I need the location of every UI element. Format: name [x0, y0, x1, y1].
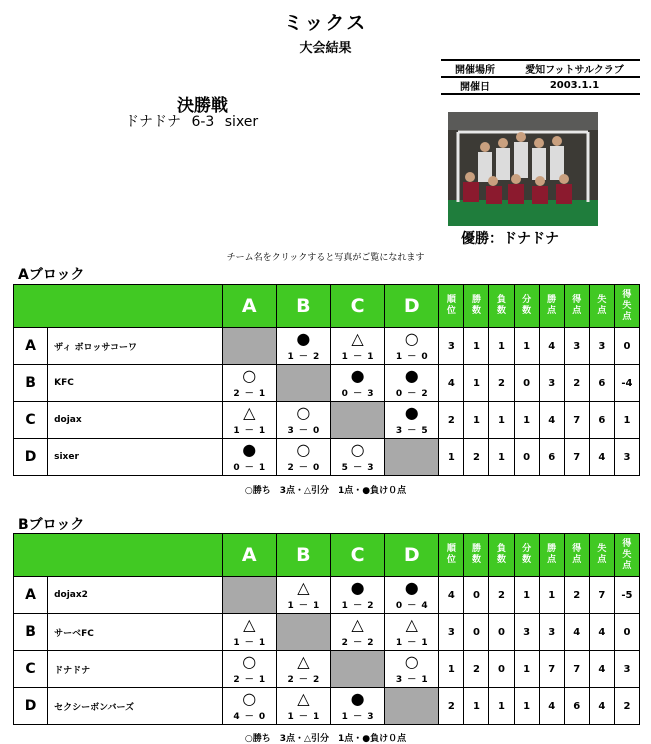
stat-value: 2	[489, 577, 514, 614]
stat-header-goal-diff: 得 失 点	[614, 285, 639, 328]
match-score: 1 － 1	[287, 601, 320, 611]
stat-header-wins: 勝 数	[464, 534, 489, 577]
stat-value: 4	[539, 402, 564, 439]
stat-value: 1	[489, 688, 514, 725]
match-result-icon: ○	[242, 689, 257, 708]
stat-value: 6	[539, 439, 564, 476]
match-cell	[385, 577, 439, 614]
stat-value: 0	[489, 614, 514, 651]
col-header-a: A	[222, 285, 276, 328]
stat-value: -4	[614, 365, 639, 402]
page-subtitle: 大会結果	[299, 41, 352, 56]
self-match-cell	[330, 402, 384, 439]
self-match-cell	[330, 651, 384, 688]
stat-value: 3	[539, 614, 564, 651]
final-heading: 決勝戦	[177, 96, 228, 116]
team-name-link[interactable]: dojax	[48, 402, 223, 439]
stat-value: 2	[614, 688, 639, 725]
stat-value: 7	[564, 651, 589, 688]
header-blank	[14, 534, 223, 577]
stat-value: 2	[464, 439, 489, 476]
block-b-title: Bブロック	[18, 517, 85, 533]
col-header-c: C	[330, 534, 384, 577]
self-match-cell	[222, 577, 276, 614]
stat-value: 1	[464, 365, 489, 402]
stat-value: 2	[564, 365, 589, 402]
match-score: 5 － 3	[341, 463, 374, 473]
block-b-legend: ○勝ち 3点・△引分 1点・●負け０点	[244, 734, 407, 744]
stat-value: 0	[489, 651, 514, 688]
self-match-cell	[385, 439, 439, 476]
stat-header-rank: 順 位	[439, 285, 464, 328]
stat-value: 4	[589, 439, 614, 476]
stat-value: 3	[514, 614, 539, 651]
stat-value: 1	[614, 402, 639, 439]
header-blank	[14, 285, 223, 328]
team-letter: D	[14, 688, 48, 725]
match-result-icon: ○	[296, 440, 311, 459]
match-result-icon: ●	[404, 403, 419, 422]
stat-value: 6	[564, 688, 589, 725]
self-match-cell	[276, 614, 330, 651]
stat-header-goals-for: 得 点	[564, 534, 589, 577]
stat-value: 1	[489, 328, 514, 365]
date-value: 2003.1.1	[509, 77, 640, 94]
date-label: 開催日	[441, 77, 509, 94]
team-name-link[interactable]: ザィ ボロッサコーワ	[48, 328, 223, 365]
stat-value: 1	[464, 328, 489, 365]
stat-value: 1	[439, 651, 464, 688]
stat-value: 1	[514, 402, 539, 439]
match-cell	[222, 614, 276, 651]
team-name-link[interactable]: sixer	[48, 439, 223, 476]
match-score: 0 － 3	[341, 389, 374, 399]
team-letter: A	[14, 328, 48, 365]
block-a-table	[13, 284, 640, 476]
stat-value: 3	[564, 328, 589, 365]
match-score: 0 － 2	[395, 389, 428, 399]
col-header-b: B	[276, 534, 330, 577]
match-result-icon: ●	[404, 578, 419, 597]
match-cell	[330, 328, 384, 365]
match-score: 1 － 1	[233, 426, 266, 436]
match-score: 1 － 2	[341, 601, 374, 611]
stat-value: 3	[539, 365, 564, 402]
block-a-title: Aブロック	[18, 267, 85, 283]
champion-caption: 優勝：ドナドナ	[461, 231, 559, 247]
stat-value: 1	[514, 651, 539, 688]
match-result-icon: ○	[242, 366, 257, 385]
team-name-link[interactable]: dojax2	[48, 577, 223, 614]
team-name-link[interactable]: KFC	[48, 365, 223, 402]
block-a-rows	[14, 328, 640, 476]
stat-value: 4	[539, 688, 564, 725]
team-letter: D	[14, 439, 48, 476]
stat-value: 2	[439, 688, 464, 725]
stat-header-draws: 分 数	[514, 534, 539, 577]
venue-value: 愛知フットサルクラブ	[509, 60, 640, 77]
match-result-icon: △	[297, 652, 310, 671]
stat-value: 1	[539, 577, 564, 614]
team-letter: A	[14, 577, 48, 614]
match-score: 0 － 1	[233, 463, 266, 473]
match-score: 1 － 2	[287, 352, 320, 362]
stat-value: -5	[614, 577, 639, 614]
stat-value: 2	[464, 651, 489, 688]
table-row	[14, 688, 640, 725]
stat-header-losses: 負 数	[489, 534, 514, 577]
match-result-icon: ●	[350, 689, 365, 708]
team-name-link[interactable]: ドナドナ	[48, 651, 223, 688]
match-result-icon: ●	[242, 440, 257, 459]
match-result-icon: △	[297, 689, 310, 708]
stat-value: 1	[439, 439, 464, 476]
col-header-d: D	[385, 534, 439, 577]
team-letter: B	[14, 614, 48, 651]
team-letter: C	[14, 402, 48, 439]
match-cell	[330, 439, 384, 476]
match-result-icon: ●	[404, 366, 419, 385]
stat-value: 0	[614, 614, 639, 651]
stat-value: 4	[589, 688, 614, 725]
match-result-icon: ○	[404, 329, 419, 348]
match-score: 1 － 0	[395, 352, 428, 362]
stat-value: 1	[514, 577, 539, 614]
match-cell	[276, 402, 330, 439]
col-header-d: D	[385, 285, 439, 328]
match-result-icon: ●	[296, 329, 311, 348]
stat-value: 3	[439, 614, 464, 651]
stat-value: 4	[439, 365, 464, 402]
table-row	[14, 651, 640, 688]
match-cell	[276, 328, 330, 365]
match-cell	[385, 328, 439, 365]
block-b-rows	[14, 577, 640, 725]
match-score: 3 － 1	[395, 675, 428, 685]
stat-value: 4	[564, 614, 589, 651]
match-result-icon: △	[405, 615, 418, 634]
event-info-table	[441, 59, 640, 95]
match-score: 2 － 1	[233, 389, 266, 399]
match-cell	[330, 614, 384, 651]
table-row	[14, 439, 640, 476]
match-result-icon: ○	[296, 403, 311, 422]
match-score: 2 － 2	[341, 638, 374, 648]
stat-value: 3	[614, 651, 639, 688]
match-cell	[330, 688, 384, 725]
match-cell	[222, 651, 276, 688]
match-score: 1 － 1	[341, 352, 374, 362]
stat-value: 1	[514, 688, 539, 725]
col-header-c: C	[330, 285, 384, 328]
stat-header-losses: 負 数	[489, 285, 514, 328]
col-header-a: A	[222, 534, 276, 577]
match-score: 2 － 1	[233, 675, 266, 685]
stat-value: 1	[489, 439, 514, 476]
stat-header-goals-against: 失 点	[589, 534, 614, 577]
match-score: 1 － 1	[233, 638, 266, 648]
stat-value: 7	[539, 651, 564, 688]
stat-header-goals-for: 得 点	[564, 285, 589, 328]
match-score: 0 － 4	[395, 601, 428, 611]
match-cell	[222, 439, 276, 476]
match-result-icon: △	[297, 578, 310, 597]
match-cell	[276, 651, 330, 688]
stat-value: 1	[464, 402, 489, 439]
team-name-link[interactable]: セクシーボンバーズ	[48, 688, 223, 725]
stat-value: 4	[539, 328, 564, 365]
match-cell	[222, 402, 276, 439]
match-result-icon: △	[351, 615, 364, 634]
team-letter: B	[14, 365, 48, 402]
match-cell	[385, 651, 439, 688]
match-score: 1 － 1	[395, 638, 428, 648]
stat-value: 1	[489, 402, 514, 439]
match-result-icon: ○	[404, 652, 419, 671]
match-cell	[330, 577, 384, 614]
self-match-cell	[276, 365, 330, 402]
match-cell	[276, 688, 330, 725]
match-score: 1 － 3	[341, 712, 374, 722]
stat-value: 7	[564, 439, 589, 476]
stat-header-rank: 順 位	[439, 534, 464, 577]
stat-value: 3	[614, 439, 639, 476]
stat-value: 2	[439, 402, 464, 439]
match-cell	[385, 614, 439, 651]
self-match-cell	[222, 328, 276, 365]
match-result-icon: ●	[350, 366, 365, 385]
block-b-table	[13, 533, 640, 725]
match-result-icon: △	[243, 403, 256, 422]
match-result-icon: △	[351, 329, 364, 348]
final-result: ドナドナ 6-3 sixer	[125, 114, 259, 130]
stat-value: 0	[514, 365, 539, 402]
match-result-icon: ●	[350, 578, 365, 597]
photo-note: チーム名をクリックすると写真がご覧になれます	[226, 253, 425, 263]
match-score: 2 － 0	[287, 463, 320, 473]
match-cell	[222, 688, 276, 725]
table-row	[14, 328, 640, 365]
stat-header-draws: 分 数	[514, 285, 539, 328]
stat-value: 2	[489, 365, 514, 402]
champion-team-photo	[448, 112, 598, 226]
stat-value: 3	[439, 328, 464, 365]
match-result-icon: ○	[242, 652, 257, 671]
match-result-icon: ○	[350, 440, 365, 459]
stat-value: 0	[514, 439, 539, 476]
match-cell	[276, 439, 330, 476]
team-letter: C	[14, 651, 48, 688]
table-header-row	[14, 285, 640, 328]
stat-value: 0	[464, 577, 489, 614]
match-score: 3 － 0	[287, 426, 320, 436]
page-title: ミックス	[283, 12, 368, 34]
match-score: 3 － 5	[395, 426, 428, 436]
stat-header-goal-diff: 得 失 点	[614, 534, 639, 577]
stat-value: 0	[614, 328, 639, 365]
table-row	[14, 402, 640, 439]
stat-value: 2	[564, 577, 589, 614]
match-cell	[222, 365, 276, 402]
match-score: 2 － 2	[287, 675, 320, 685]
stat-header-points: 勝 点	[539, 285, 564, 328]
venue-label: 開催場所	[441, 60, 509, 77]
stat-value: 4	[589, 651, 614, 688]
stat-value: 3	[589, 328, 614, 365]
col-header-b: B	[276, 285, 330, 328]
stat-value: 7	[589, 577, 614, 614]
self-match-cell	[385, 688, 439, 725]
match-score: 4 － 0	[233, 712, 266, 722]
team-name-link[interactable]: サーベFC	[48, 614, 223, 651]
stat-header-wins: 勝 数	[464, 285, 489, 328]
table-row	[14, 365, 640, 402]
match-cell	[385, 365, 439, 402]
block-a-legend: ○勝ち 3点・△引分 1点・●負け０点	[244, 486, 407, 496]
table-header-row	[14, 534, 640, 577]
match-cell	[330, 365, 384, 402]
table-row	[14, 614, 640, 651]
stat-value: 1	[514, 328, 539, 365]
stat-value: 6	[589, 402, 614, 439]
stat-header-goals-against: 失 点	[589, 285, 614, 328]
stat-value: 7	[564, 402, 589, 439]
stat-header-points: 勝 点	[539, 534, 564, 577]
stat-value: 6	[589, 365, 614, 402]
match-cell	[385, 402, 439, 439]
table-row	[14, 577, 640, 614]
stat-value: 4	[589, 614, 614, 651]
match-cell	[276, 577, 330, 614]
match-score: 1 － 1	[287, 712, 320, 722]
stat-value: 0	[464, 614, 489, 651]
stat-value: 1	[464, 688, 489, 725]
stat-value: 4	[439, 577, 464, 614]
match-result-icon: △	[243, 615, 256, 634]
